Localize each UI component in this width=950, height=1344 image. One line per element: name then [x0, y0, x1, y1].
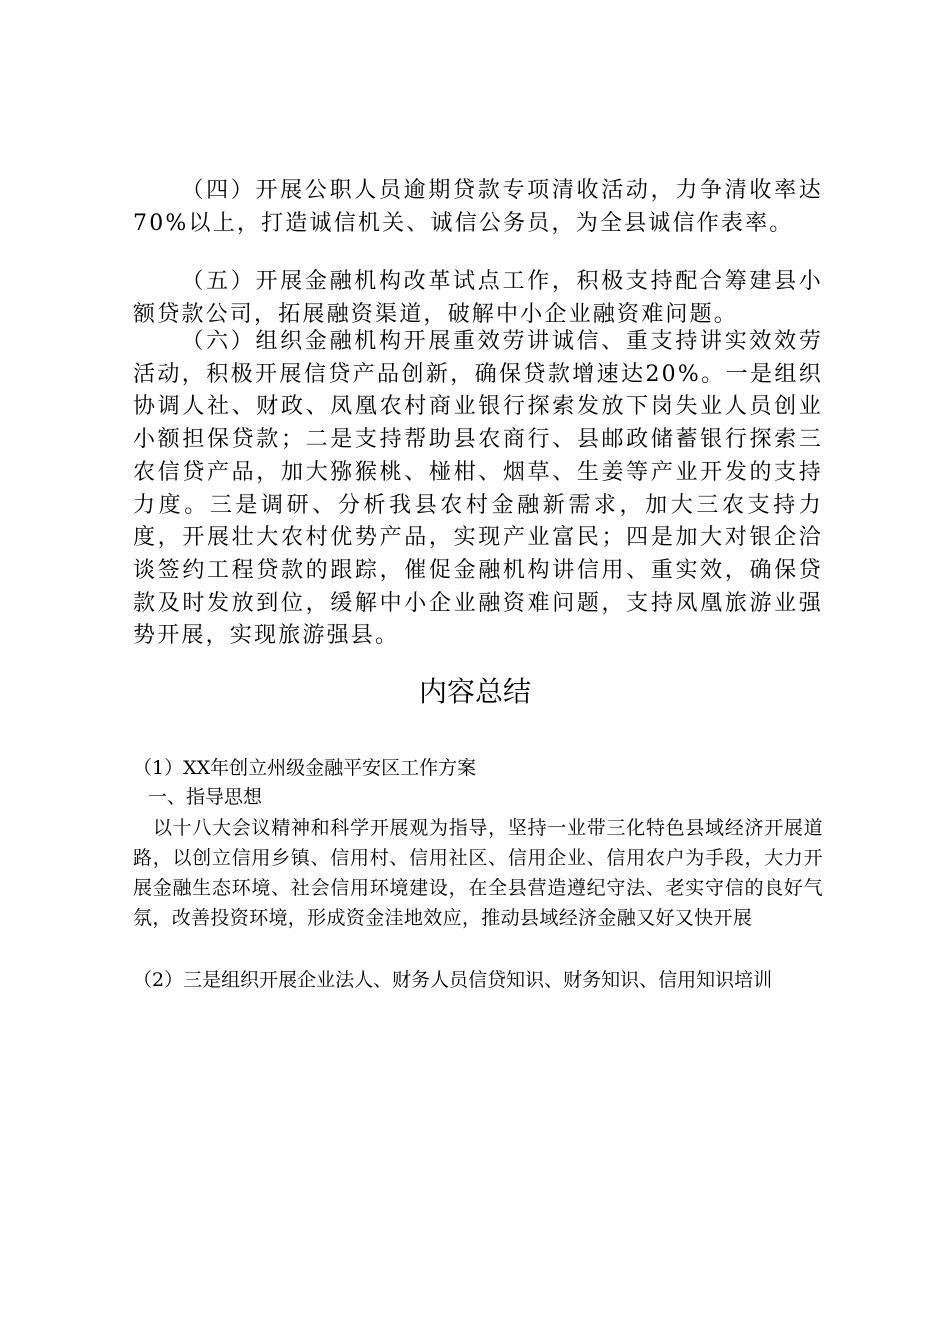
summary-heading: 内容总结 [418, 675, 531, 708]
summary-section-title: 一、指导思想 [148, 786, 263, 808]
summary-item-1: （1）XX年创立州级金融平安区工作方案 [133, 757, 477, 779]
paragraph-five: （五）开展金融机构改革试点工作，积极支持配合筹建县小额贷款公司，拓展融资渠道，破解中小企业融资难问题。 [133, 269, 823, 327]
paragraph-six: （六）组织金融机构开展重效劳讲诚信、重支持讲实效效劳活动，积极开展信贷产品创新，确保贷款增速达20%。一是组织协调人社、财政、凤凰农村商业银行探索发放下岗失业人员创业小额担保贷款；二是支持帮助县农商行、县邮政储蓄银行探索三农信贷产品，加大猕猴桃、椪柑、烟草、生姜等产业开发的支持力度。三是调研、分析我县农村金融新需求，加大三农支持力度，开展壮大农村优势产品，实现产业富民；四是加大对银企洽谈签约工程贷款的跟踪，催促金融机构讲信用、重实效，确保贷款及时发放到位，缓解中小企业融资难问题，支持凤凰旅游业强势开展，实现旅游强县。 [133, 329, 823, 649]
paragraph-four: （四）开展公职人员逾期贷款专项清收活动，力争清收率达70%以上，打造诚信机关、诚信公务员，为全县诚信作表率。 [133, 178, 823, 236]
summary-paragraph: 以十八大会议精神和科学开展观为指导，坚持一业带三化特色县域经济开展道路，以创立信用乡镇、信用村、信用社区、信用企业、信用农户为手段，大力开展金融生态环境、社会信用环境建设，在全县营造遵纪守法、老实守信的良好气氛，改善投资环境，形成资金洼地效应，推动县域经济金融又好又快开展 [133, 817, 823, 929]
summary-item-2: （2）三是组织开展企业法人、财务人员信贷知识、财务知识、信用知识培训 [133, 969, 773, 991]
